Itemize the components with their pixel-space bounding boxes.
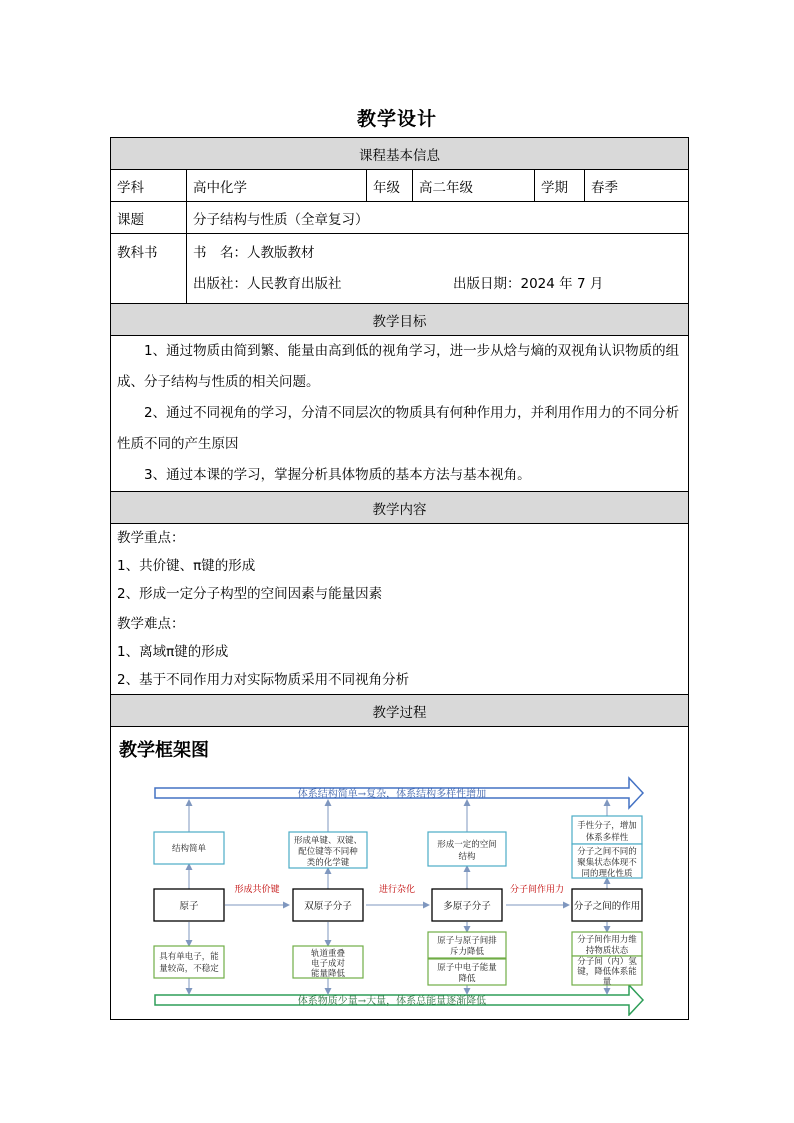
lower-box-text: 分子间（内）氢: [577, 957, 637, 967]
edge-label: 分子间作用力: [509, 885, 565, 895]
upper-box-text: 体系多样性: [585, 833, 629, 843]
textbook-info: [187, 234, 689, 304]
lower-box-text: 持物质状态: [585, 946, 629, 956]
grade-value: 高二年级: [413, 170, 535, 202]
node-label: 分子之间的作用: [573, 901, 641, 912]
top-arrow-label: 体系结构简单→复杂，体系结构多样性增加: [297, 789, 487, 800]
upper-box-text: 配位键等不同种: [298, 847, 358, 857]
lower-box-text: 原子中电子能量: [437, 963, 497, 973]
lower-boxes: [154, 932, 642, 987]
content-body: [111, 524, 689, 695]
upper-box-text: 形成单键、双键、: [293, 836, 363, 846]
book-name: 书 名：人教版教材: [193, 244, 315, 261]
node-label: 双原子分子: [304, 901, 352, 912]
framework-diagram: [117, 766, 681, 1016]
objective-item: 3、通过本课的学习，掌握分析具体物质的基本方法与基本视角。: [144, 467, 531, 483]
lower-box-text: 斥力降低: [449, 947, 485, 957]
subject-label: 学科: [111, 170, 187, 202]
publisher: 出版社：人民教育出版社: [193, 275, 342, 292]
lower-box-text: 量: [602, 977, 612, 987]
framework-title: 教学框架图: [119, 740, 209, 761]
objectives-body: [111, 336, 689, 492]
objectives-header: 教学目标: [111, 304, 689, 336]
objective-item: 2、通过不同视角的学习，分清不同层次的物质具有何种作用力，并利用作用力的不同分析性质不同的产生原因: [117, 405, 680, 452]
lower-box-text: 电子成对: [310, 959, 346, 969]
lower-box-text: 量较高，不稳定: [159, 964, 219, 974]
lower-box-text: 键，降低体系能: [577, 967, 637, 977]
bottom-arrow-label: 体系物质少量→大量，体系总能量逐渐降低: [297, 996, 487, 1007]
upper-box-text: 类的化学键: [306, 858, 350, 868]
lower-box-text: 原子与原子间排: [437, 936, 497, 946]
lower-box-text: 轨道重叠: [310, 949, 346, 959]
upper-box-text: 手性分子，增加: [577, 821, 637, 831]
upper-box-text: 同的理化性质: [581, 869, 633, 879]
process-body: [111, 727, 689, 1020]
objective-item: 1、通过物质由简到繁、能量由高到低的视角学习，进一步从焓与熵的双视角认识物质的组成、分子结构与性质的相关问题。: [117, 343, 680, 390]
difficulty-item: 2、基于不同作用力对实际物质采用不同视角分析: [117, 672, 410, 688]
subject-value: 高中化学: [187, 170, 367, 202]
basic-info-header: 课程基本信息: [111, 138, 689, 170]
lower-box-text: 分子间作用力维: [577, 935, 637, 945]
node-label: 多原子分子: [443, 901, 491, 912]
topic-label: 课题: [111, 202, 187, 234]
upper-box-text: 结构简单: [171, 844, 207, 854]
term-label: 学期: [535, 170, 585, 202]
connectors: [189, 800, 607, 994]
lower-box-text: 能量降低: [310, 969, 346, 979]
key-points-title: 教学重点：: [117, 530, 185, 546]
upper-boxes: [154, 816, 642, 879]
process-header: 教学过程: [111, 695, 689, 727]
upper-box-text: 结构: [458, 852, 476, 862]
publisher-row: [193, 269, 682, 300]
content-header: 教学内容: [111, 492, 689, 524]
difficulties-title: 教学难点：: [117, 616, 185, 632]
grade-label: 年级: [367, 170, 413, 202]
lesson-plan-table: [110, 137, 689, 1020]
upper-box-text: 形成一定的空间: [437, 840, 497, 850]
edge-label: 形成共价键: [234, 885, 280, 895]
publish-date: 出版日期：2024 年 7 月: [453, 275, 604, 292]
lower-box-text: 降低: [458, 974, 476, 984]
edge-label: 进行杂化: [378, 885, 416, 895]
key-point-item: 1、共价键、π键的形成: [117, 558, 256, 574]
node-label: 原子: [179, 901, 199, 912]
upper-box-text: 分子之间不同的: [577, 847, 637, 857]
difficulty-item: 1、离域π键的形成: [117, 644, 229, 660]
lower-box-text: 具有单电子，能: [159, 952, 219, 962]
textbook-label: 教科书: [111, 234, 187, 304]
page-title: 教学设计: [356, 108, 437, 130]
upper-box-text: 聚集状态体现不: [577, 858, 637, 868]
key-point-item: 2、形成一定分子构型的空间因素与能量因素: [117, 586, 383, 602]
term-value: 春季: [585, 170, 689, 202]
topic-value: 分子结构与性质（全章复习）: [187, 202, 689, 234]
